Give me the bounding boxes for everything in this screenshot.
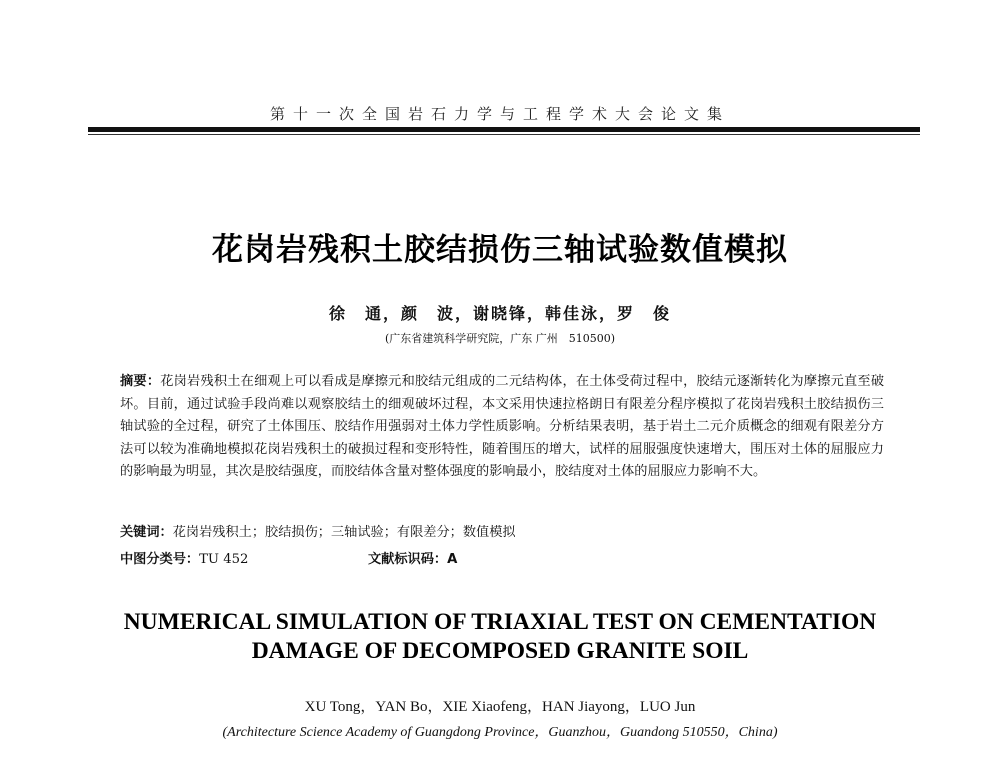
header-rule-thick [88, 127, 920, 132]
keywords-text: 花岗岩残积土；胶结损伤；三轴试验；有限差分；数值模拟 [172, 525, 516, 540]
clc-label: 中图分类号： [120, 552, 200, 567]
clc-value: TU 452 [199, 552, 249, 567]
english-affiliation: (Architecture Science Academy of Guangdong Province，Guanzhou，Guandong 510550，China) [222, 725, 778, 740]
chinese-abstract [120, 371, 884, 484]
chinese-affiliation: (广东省建筑科学研究院，广东 广州 510500) [384, 332, 616, 345]
keywords-label: 关键词： [120, 525, 173, 540]
document-code [368, 548, 457, 567]
abstract-text: 花岗岩残积土在细观上可以看成是摩擦元和胶结元组成的二元结构体，在土体受荷过程中，胶结元逐渐转化为摩擦元直至破坏。目前，通过试验手段尚难以观察胶结土的细观破坏过程，本文采用快速拉格朗日有限差分程序模拟了花岗岩残积土胶结损伤三轴试验的全过程，研究了土体围压、胶结作用强弱对土体力学性质影响。分析结果表明，基于岩土二元介质概念的细观有限差分方法可以较为准确地模拟花岗岩残积土的破损过程和变形特性，随着围压的增大，试样的屈服强度快速增大，围压对土体的屈服应力的影响最为明显，其次是胶结强度，而胶结体含量对整体强度的影响最小，胶结度对土体的屈服应力影响不大。 [120, 374, 885, 479]
doc-code-label: 文献标识码： [368, 552, 448, 567]
chinese-title: 花岗岩残积土胶结损伤三轴试验数值模拟 [212, 232, 788, 268]
header-rule-thin [88, 134, 920, 135]
keywords-line [120, 521, 884, 540]
chinese-authors: 徐 通，颜 波，谢晓锋，韩佳泳，罗 俊 [328, 304, 671, 323]
doc-code-value: A [447, 552, 458, 567]
english-title [0, 608, 1000, 666]
english-title-line-2: DAMAGE OF DECOMPOSED GRANITE SOIL [251, 638, 749, 664]
abstract-label: 摘要： [120, 374, 161, 389]
running-head: 第十一次全国岩石力学与工程学术大会论文集 [269, 105, 730, 123]
english-title-line-1: NUMERICAL SIMULATION OF TRIAXIAL TEST ON CEMENTATION [123, 609, 877, 635]
english-authors: XU Tong，YAN Bo，XIE Xiaofeng，HAN Jiayong，LUO Jun [304, 699, 696, 715]
classification-line [120, 548, 884, 567]
